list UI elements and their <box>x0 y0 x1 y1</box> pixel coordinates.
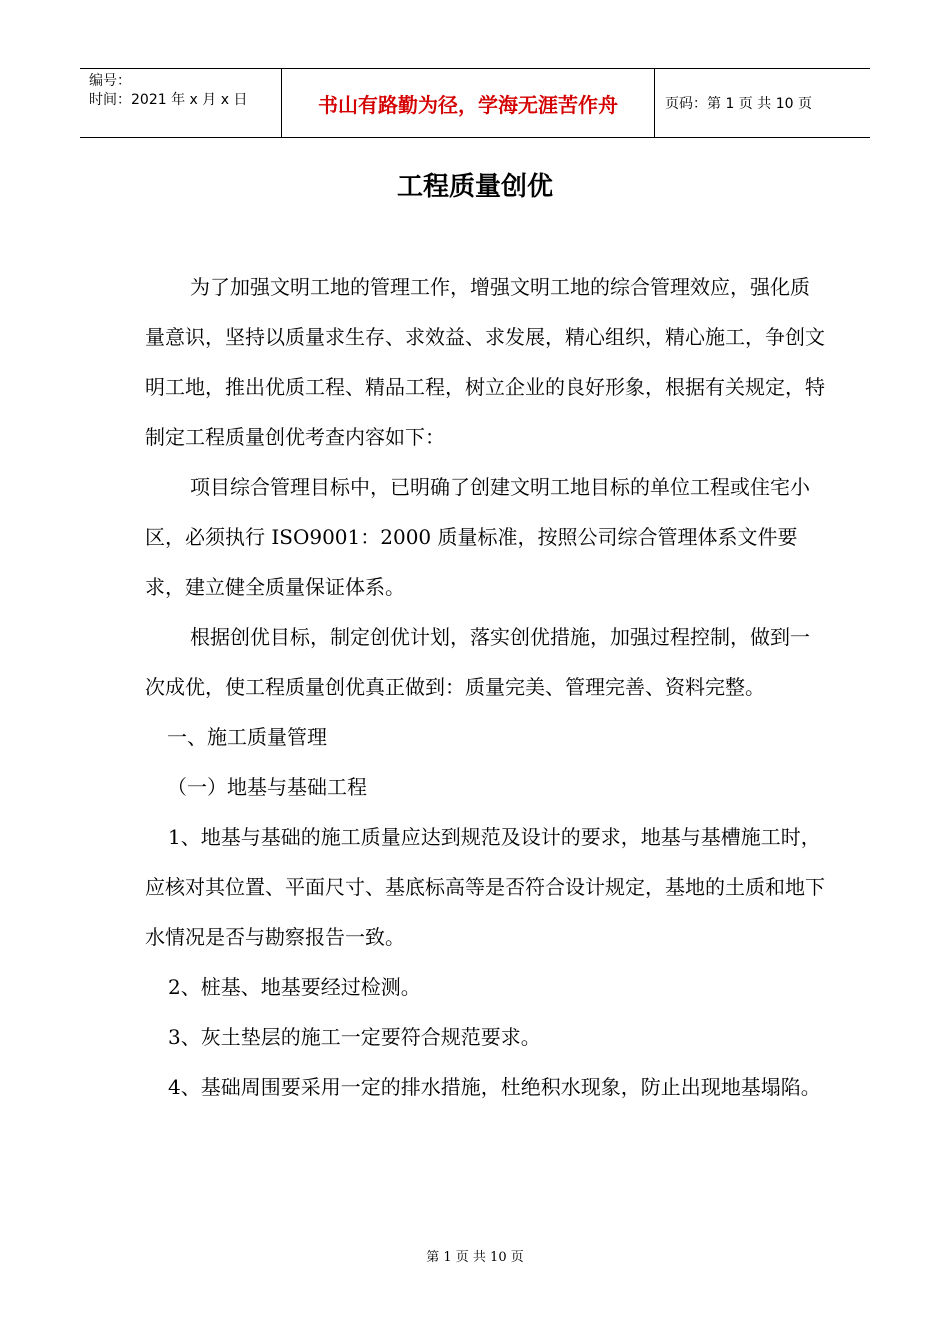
paragraph: 根据创优目标，制定创优计划，落实创优措施，加强过程控制，做到一次成优，使工程质量创优真正做到：质量完美、管理完善、资料完整。 <box>145 625 810 699</box>
header-page-info: 页码：第 1 页 共 10 页 <box>665 96 812 112</box>
list-item: 3、灰土垫层的施工一定要符合规范要求。 <box>168 1025 541 1049</box>
document-body <box>145 262 825 1112</box>
doc-time-label: 时间：2021 年 x 月 x 日 <box>89 92 248 108</box>
header-meta <box>80 69 282 137</box>
page-footer: 第 1 页 共 10 页 <box>426 1250 524 1265</box>
subsection-heading: （一）地基与基础工程 <box>167 775 367 799</box>
list-item: 2、桩基、地基要经过检测。 <box>168 975 421 999</box>
page-header <box>80 68 870 138</box>
list-item: 1、地基与基础的施工质量应达到规范及设计的要求，地基与基槽施工时，应核对其位置、平面尺寸、基底标高等是否符合设计规定，基地的土质和地下水情况是否与勘察报告一致。 <box>145 825 825 949</box>
section-heading: 一、施工质量管理 <box>167 725 327 749</box>
document-title: 工程质量创优 <box>396 172 553 202</box>
list-item: 4、基础周围要采用一定的排水措施，杜绝积水现象，防止出现地基塌陷。 <box>168 1075 821 1099</box>
paragraph: 为了加强文明工地的管理工作，增强文明工地的综合管理效应，强化质量意识，坚持以质量求生存、求效益、求发展，精心组织，精心施工，争创文明工地，推出优质工程、精品工程，树立企业的良好形象，根据有关规定，特制定工程质量创优考查内容如下： <box>145 275 825 449</box>
doc-number-label: 编号： <box>89 73 131 89</box>
header-motto: 书山有路勤为径，学海无涯苦作舟 <box>282 69 655 137</box>
paragraph: 项目综合管理目标中，已明确了创建文明工地目标的单位工程或住宅小区，必须执行 ISO9001：2000 质量标准，按照公司综合管理体系文件要求，建立健全质量保证体系。 <box>145 475 810 599</box>
